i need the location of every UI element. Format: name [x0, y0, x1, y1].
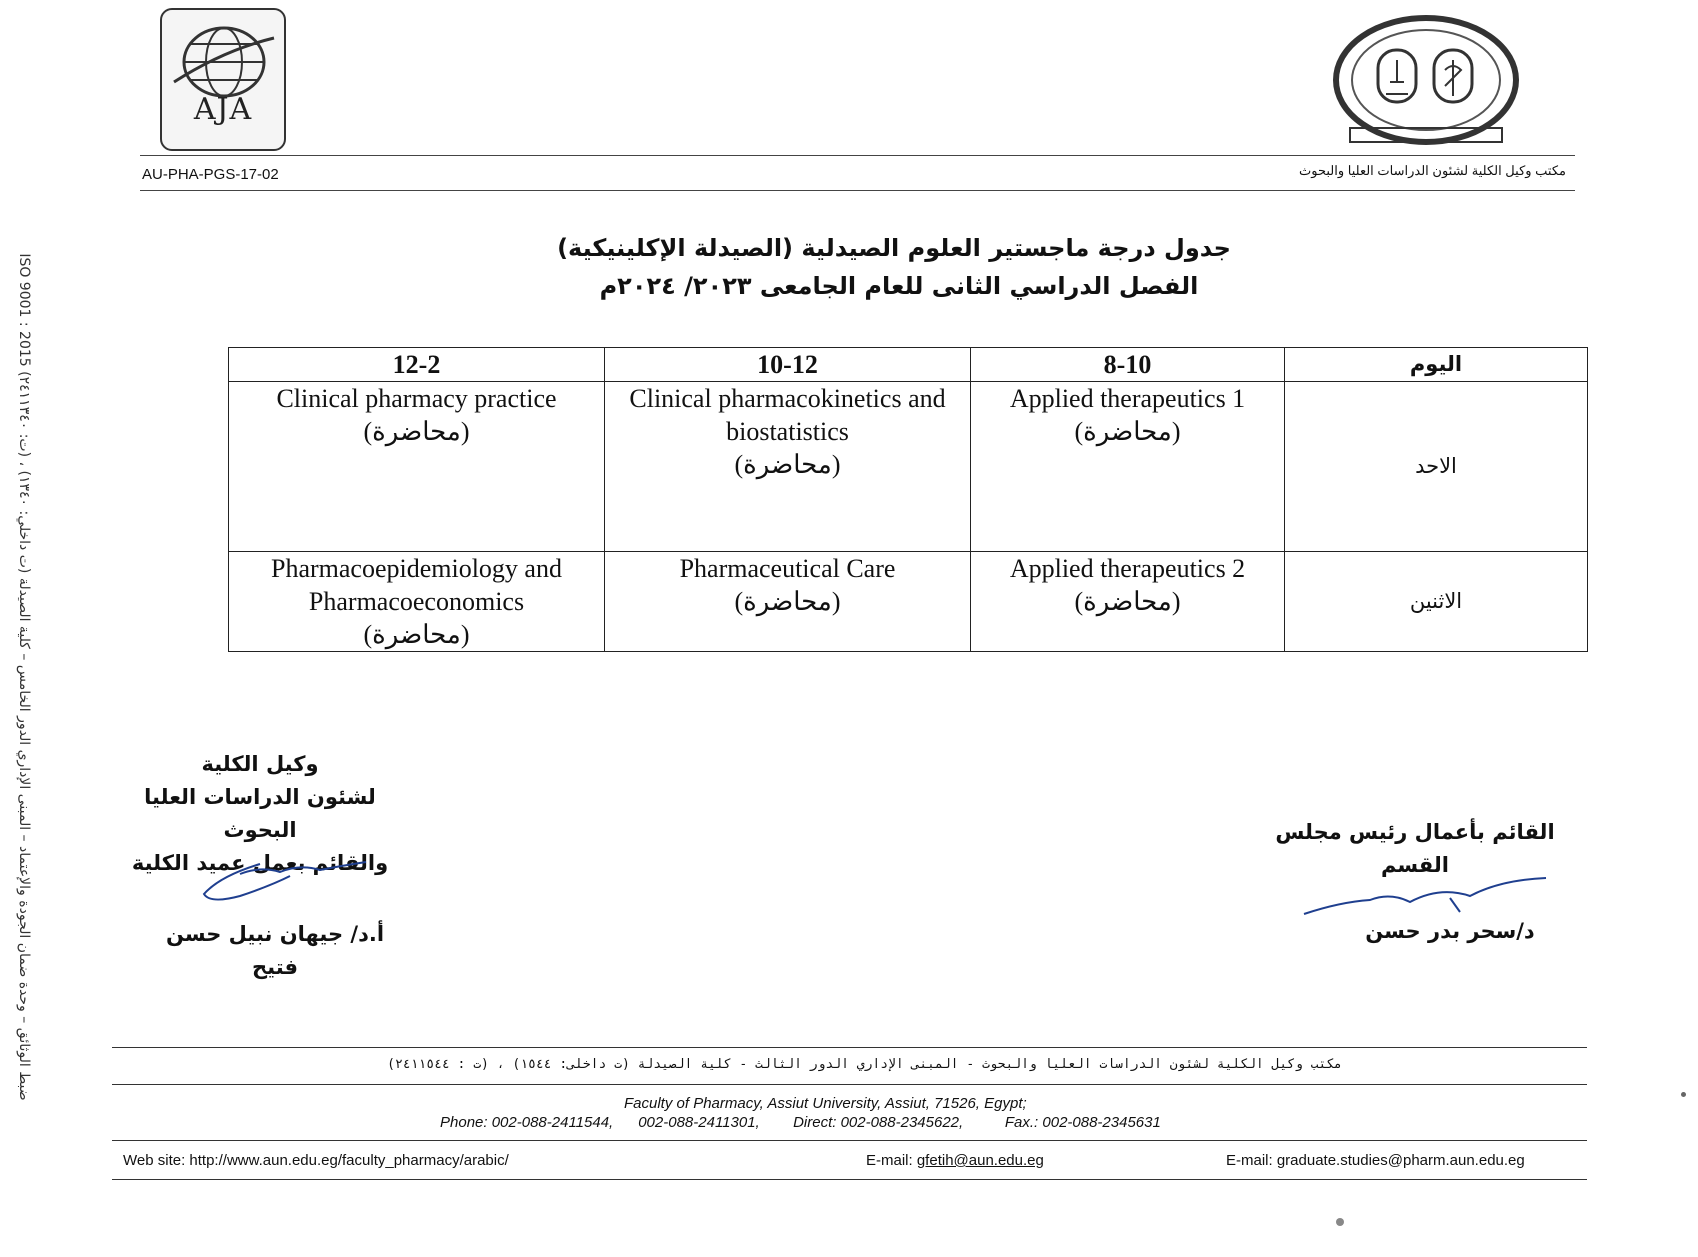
header-divider-lower [140, 190, 1575, 191]
day-label: الاثنين [1285, 552, 1588, 652]
footer-phones [440, 1114, 1161, 1131]
cell-course [229, 382, 605, 552]
document-code: AU-PHA-PGS-17-02 [142, 166, 279, 183]
vice-dean-title: وكيل الكلية [201, 752, 319, 776]
department-head-title: القائم بأعمال رئيس مجلس القسم [1275, 820, 1555, 877]
session-type: (محاضرة) [1074, 417, 1181, 446]
office-line: مكتب وكيل الكلية لشئون الدراسات العليا والبحوث [1299, 163, 1566, 178]
cell-course [971, 382, 1285, 552]
table-row [229, 552, 1588, 652]
email-label: E-mail: [866, 1152, 913, 1169]
day-label: الاحد [1285, 382, 1588, 552]
direct-phone: Direct: 002-088-2345622, [793, 1114, 964, 1131]
header-day: اليوم [1285, 348, 1588, 382]
table-row [229, 382, 1588, 552]
course-title: Applied therapeutics 2 [1009, 554, 1246, 583]
page-title: جدول درجة ماجستير العلوم الصيدلية (الصيدلة الإكلينيكية) [557, 234, 1231, 262]
course-title: Applied therapeutics 1 [1009, 384, 1246, 413]
course-title: Pharmacoepidemiology and Pharmacoeconomics [271, 554, 562, 616]
aja-logo-text: AJA [193, 92, 253, 127]
footer-divider [112, 1084, 1587, 1085]
vice-dean-office: لشئون الدراسات العليا البحوث [144, 785, 376, 842]
department-head-name: د/سحر بدر حسن [1365, 919, 1535, 943]
header-slot-10-12: 10-12 [605, 348, 971, 382]
scan-speck [1336, 1218, 1344, 1226]
footer-arabic-address: مكتب وكيل الكلية لشئون الدراسات العليا والبحوث - المبنى الإداري الدور الثالث - كلية الصيدلة (ت داخلى: ١٥٤٤) ، (ت : ٢٤١١٥٤٤) [387, 1057, 1342, 1072]
side-margin-text: ضبط الوثائق – وحدة ضمان الجودة والإعتماد – المبنى الإداري الدور الخامس – كلية الصيدلة (ت داخلي: ١٣٤٠) ، (ت: ٢٤١١٣٤٠) ISO 9001 : 2015 [16, 253, 32, 1101]
header-divider [140, 155, 1575, 156]
session-type: (محاضرة) [1074, 587, 1181, 616]
cell-course [605, 382, 971, 552]
session-type: (محاضرة) [734, 587, 841, 616]
cell-course [971, 552, 1285, 652]
footer-address: Faculty of Pharmacy, Assiut University, Assiut, 71526, Egypt; [624, 1095, 1027, 1112]
header-slot-12-2: 12-2 [229, 348, 605, 382]
phone-number-2: 002-088-2411301, [638, 1114, 760, 1131]
schedule-table [228, 347, 1588, 652]
footer-email-1 [866, 1152, 1044, 1169]
page-subtitle: الفصل الدراسي الثانى للعام الجامعى ٢٠٢٣/ ٢٠٢٤م [599, 272, 1199, 300]
footer-divider [112, 1140, 1587, 1141]
email-link[interactable]: gfetih@aun.edu.eg [916, 1152, 1044, 1169]
handwritten-signature-left [200, 856, 370, 906]
faculty-seal-icon [1330, 10, 1522, 155]
cell-course [229, 552, 605, 652]
aja-logo [160, 8, 286, 151]
course-title: Clinical pharmacy practice [276, 384, 557, 413]
session-type: (محاضرة) [734, 450, 841, 479]
table-header-row [229, 348, 1588, 382]
footer-email-2: E-mail: graduate.studies@pharm.aun.edu.eg [1226, 1152, 1525, 1169]
footer-divider [112, 1047, 1587, 1048]
scan-speck [1681, 1092, 1686, 1097]
header-slot-8-10: 8-10 [971, 348, 1285, 382]
vice-dean-role: والقائم بعمل عميد الكلية [131, 851, 389, 875]
course-title: Pharmaceutical Care [679, 554, 896, 583]
session-type: (محاضرة) [363, 620, 470, 649]
cell-course [605, 552, 971, 652]
fax-number: Fax.: 002-088-2345631 [1004, 1114, 1161, 1131]
phone-number: Phone: 002-088-2411544, [440, 1114, 614, 1131]
course-title: Clinical pharmacokinetics and biostatistics [629, 384, 946, 446]
session-type: (محاضرة) [363, 417, 470, 446]
footer-divider [112, 1179, 1587, 1180]
footer-website: Web site: http://www.aun.edu.eg/faculty_pharmacy/arabic/ [123, 1152, 509, 1169]
vice-dean-name: أ.د/ جيهان نبيل حسن فتيح [165, 922, 385, 979]
